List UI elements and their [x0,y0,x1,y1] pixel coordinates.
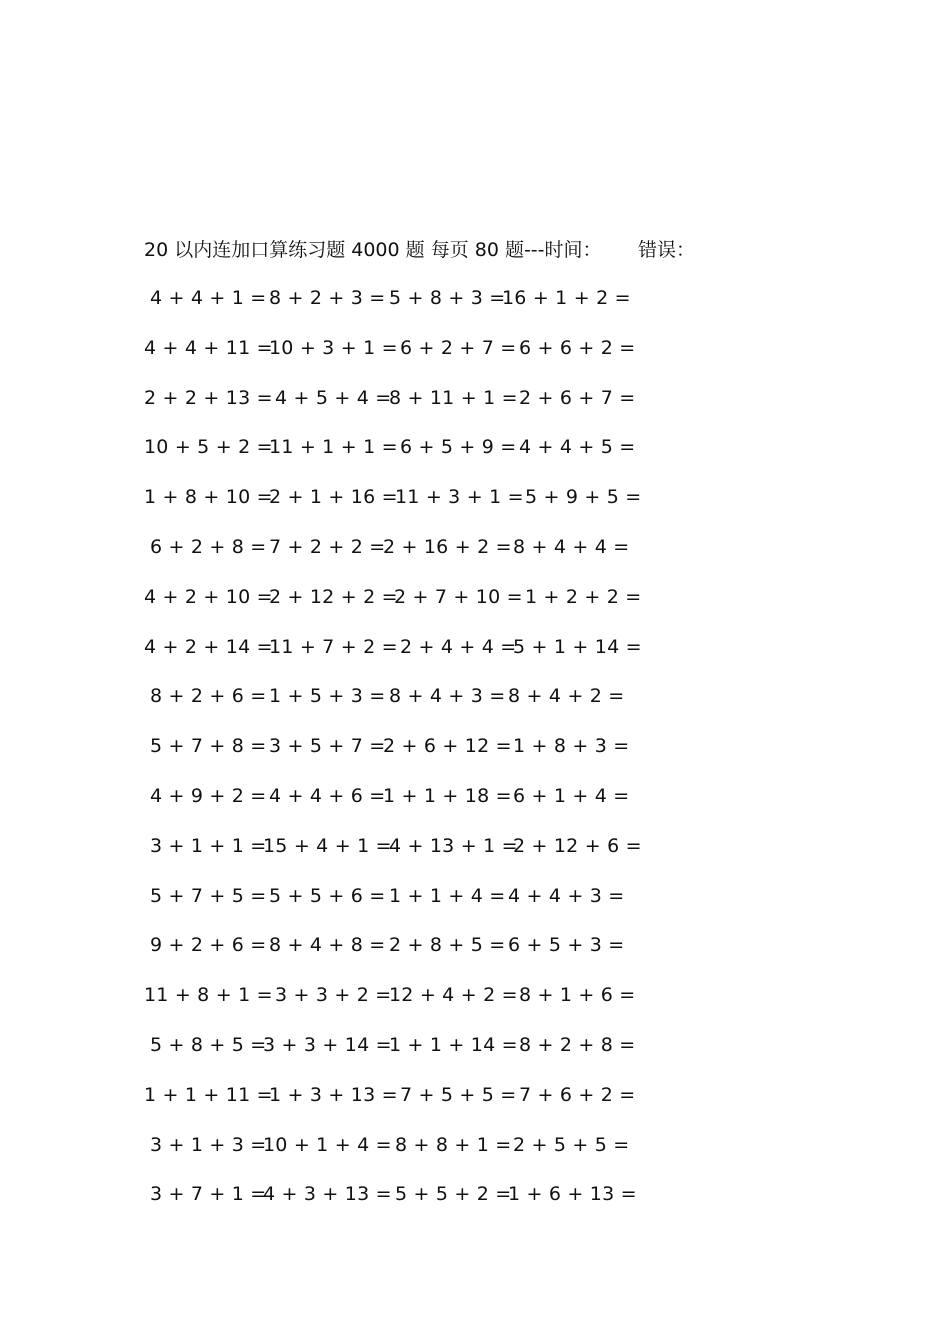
problem-item: 1 + 1 + 14 = [389,1034,518,1056]
problem-item: 1 + 3 + 13 = [269,1083,398,1106]
problem-item: 1 + 8 + 10 = [144,486,273,509]
problem-item: 1 + 1 + 18 = [383,785,512,807]
problem-item: 2 + 5 + 5 = [513,1133,630,1156]
problem-item: 5 + 1 + 14 = [513,635,642,658]
problem-item: 6 + 6 + 2 = [519,336,636,359]
problem-item: 8 + 2 + 8 = [519,1034,636,1056]
problem-row [0,831,950,861]
problem-item: 7 + 5 + 5 = [400,1083,517,1106]
problem-item: 16 + 1 + 2 = [502,287,631,309]
problem-item: 5 + 8 + 3 = [389,287,506,309]
problem-row [0,1030,950,1060]
problem-item: 1 + 5 + 3 = [269,685,386,708]
problem-item: 4 + 4 + 11 = [144,336,273,359]
problem-item: 4 + 2 + 10 = [144,585,273,608]
problem-item: 2 + 4 + 4 = [400,635,517,658]
problem-item: 2 + 12 + 6 = [513,834,642,857]
problem-item: 1 + 6 + 13 = [508,1183,637,1206]
problem-item: 9 + 2 + 6 = [150,934,267,957]
problem-item: 2 + 6 + 7 = [519,386,636,409]
problem-item: 15 + 4 + 1 = [263,834,392,857]
problem-item: 8 + 2 + 6 = [150,685,267,708]
problem-item: 11 + 1 + 1 = [269,436,398,459]
problem-row [0,930,950,960]
problem-row [0,532,950,562]
problem-item: 6 + 1 + 4 = [513,785,630,807]
problem-item: 4 + 4 + 5 = [519,436,636,459]
problem-item: 2 + 1 + 16 = [269,486,398,509]
problem-item: 3 + 3 + 14 = [263,1034,392,1056]
problem-item: 3 + 1 + 1 = [150,834,267,857]
problem-item: 4 + 4 + 6 = [269,785,386,807]
problem-item: 3 + 1 + 3 = [150,1133,267,1156]
problem-item: 10 + 5 + 2 = [144,436,273,459]
problem-row [0,1179,950,1209]
problem-item: 4 + 2 + 14 = [144,635,273,658]
problem-item: 7 + 6 + 2 = [519,1083,636,1106]
problem-item: 10 + 1 + 4 = [263,1133,392,1156]
problem-row [0,781,950,811]
problem-row [0,582,950,612]
problem-item: 8 + 4 + 8 = [269,934,386,957]
problem-row [0,283,950,313]
problem-item: 4 + 13 + 1 = [389,834,518,857]
problem-row [0,681,950,711]
problem-item: 8 + 8 + 1 = [395,1133,512,1156]
problem-item: 8 + 2 + 3 = [269,287,386,309]
problem-item: 8 + 4 + 4 = [513,536,630,558]
problem-item: 8 + 4 + 3 = [389,685,506,708]
problem-item: 6 + 2 + 7 = [400,336,517,359]
problem-item: 3 + 7 + 1 = [150,1183,267,1206]
problem-item: 2 + 2 + 13 = [144,386,273,409]
problem-item: 5 + 8 + 5 = [150,1034,267,1056]
problem-row [0,383,950,413]
problem-item: 1 + 2 + 2 = [525,585,642,608]
problem-item: 4 + 9 + 2 = [150,785,267,807]
problem-item: 3 + 3 + 2 = [275,984,392,1007]
problem-item: 2 + 8 + 5 = [389,934,506,957]
problem-item: 1 + 1 + 11 = [144,1083,273,1106]
problem-item: 11 + 7 + 2 = [269,635,398,658]
problem-item: 4 + 4 + 3 = [508,884,625,907]
problem-item: 5 + 5 + 6 = [269,884,386,907]
problem-item: 2 + 12 + 2 = [269,585,398,608]
problem-item: 6 + 2 + 8 = [150,536,267,558]
problem-item: 2 + 6 + 12 = [383,735,512,758]
problem-item: 2 + 16 + 2 = [383,536,512,558]
errors-label: 错误： [638,239,696,261]
problem-row [0,1130,950,1160]
problem-item: 4 + 3 + 13 = [263,1183,392,1206]
problem-row [0,731,950,761]
problem-item: 2 + 7 + 10 = [394,585,523,608]
problem-item: 8 + 11 + 1 = [389,386,518,409]
problem-row [0,432,950,462]
problem-row [0,1080,950,1110]
problem-item: 8 + 1 + 6 = [519,984,636,1007]
problem-row [0,333,950,363]
problem-item: 10 + 3 + 1 = [269,336,398,359]
problem-item: 1 + 1 + 4 = [389,884,506,907]
problem-item: 5 + 9 + 5 = [525,486,642,509]
problem-row [0,632,950,662]
problem-item: 5 + 7 + 8 = [150,735,267,758]
problem-item: 5 + 7 + 5 = [150,884,267,907]
problem-item: 6 + 5 + 3 = [508,934,625,957]
problem-item: 6 + 5 + 9 = [400,436,517,459]
problem-row [0,881,950,911]
problem-row [0,482,950,512]
problem-item: 3 + 5 + 7 = [269,735,386,758]
problem-item: 11 + 3 + 1 = [395,486,524,509]
problem-item: 4 + 5 + 4 = [275,386,392,409]
problem-item: 8 + 4 + 2 = [508,685,625,708]
problem-item: 7 + 2 + 2 = [269,536,386,558]
problem-item: 11 + 8 + 1 = [144,984,273,1007]
problem-item: 1 + 8 + 3 = [513,735,630,758]
problem-item: 4 + 4 + 1 = [150,287,267,309]
worksheet-title: 20 以内连加口算练习题 4000 题 每页 80 题---时间： [144,239,602,261]
problem-item: 5 + 5 + 2 = [395,1183,512,1206]
problem-item: 12 + 4 + 2 = [389,984,518,1007]
problem-row [0,980,950,1010]
